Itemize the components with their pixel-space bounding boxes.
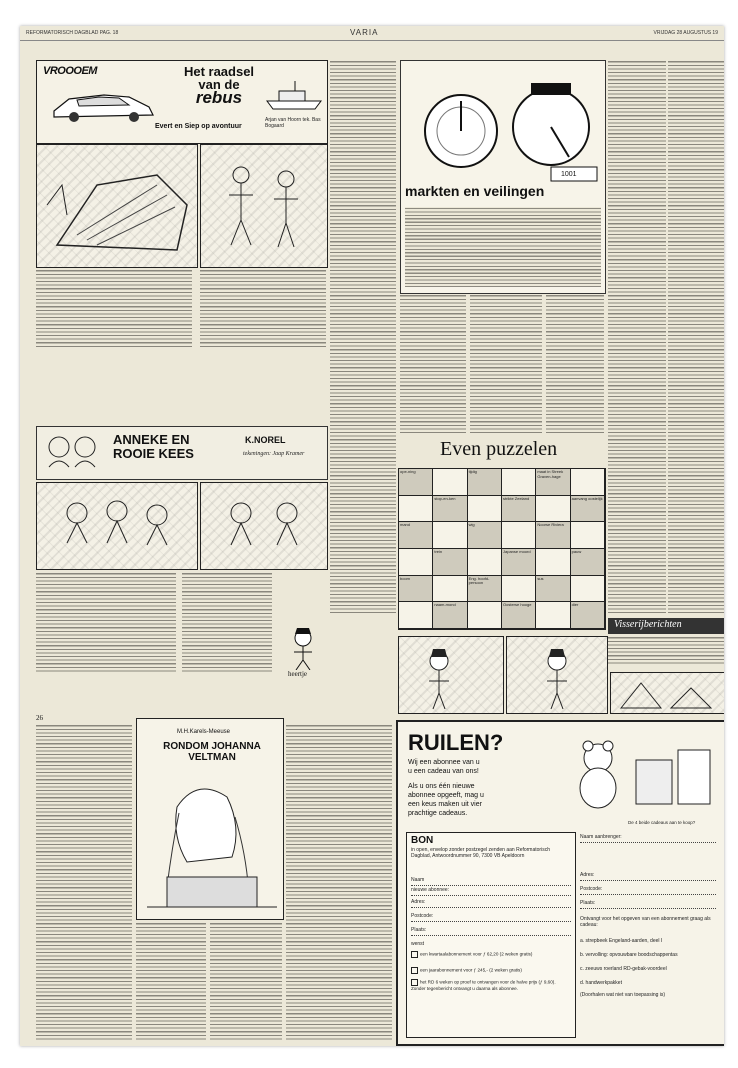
annie-header <box>36 426 328 480</box>
book-title-line1: RONDOM JOHANNA <box>163 741 261 752</box>
figures-drawing <box>201 145 327 267</box>
right-field-postcode[interactable] <box>580 886 716 895</box>
option-1-checkbox[interactable] <box>411 951 418 958</box>
rebus-subtitle: Evert en Siep op avontuur <box>155 123 242 130</box>
puzzle-cell[interactable] <box>468 602 502 629</box>
page-header <box>20 26 724 41</box>
rebus-title-line3: rebus <box>195 88 243 107</box>
girl-reading-drawing <box>137 767 283 917</box>
book-title <box>155 741 269 763</box>
strip-panel-2 <box>506 636 608 714</box>
children-drawing-2 <box>201 483 327 569</box>
visserij-text <box>608 636 724 666</box>
rebus-text-col-2 <box>200 269 326 349</box>
strip-panel-3 <box>610 672 724 714</box>
option-1-label: een kwartaalabonnement voor ƒ 62,20 (2 weken gratis) <box>420 951 533 957</box>
puzzle-cell[interactable] <box>502 576 536 603</box>
puzzle-cell: pauw <box>571 549 605 576</box>
rebus-title-line1: Het raadsel <box>183 64 255 79</box>
puzzle-cell: strikte Zeeland <box>502 496 536 523</box>
field-address-label: Adres: <box>411 899 426 905</box>
ruilen-intro-line1: Wij een abonnee van u <box>408 759 480 766</box>
bon-title: BON <box>411 835 434 846</box>
puzzle-cell[interactable] <box>399 549 433 576</box>
puzzle-cell[interactable] <box>502 469 536 496</box>
story-text-col-2 <box>136 922 206 1042</box>
field-place[interactable] <box>411 927 571 936</box>
bon-form <box>406 832 576 1038</box>
annie-panel-1 <box>36 482 198 570</box>
puzzle-cell: Oosterse hooge <box>502 602 536 629</box>
right-header: VRIJDAG 28 AUGUSTUS 19 <box>653 30 718 36</box>
field-postcode[interactable] <box>411 913 571 922</box>
right-field-address-label: Adres: <box>580 872 595 878</box>
visserij-title: Visserijberichten <box>614 619 682 630</box>
rebus-title <box>159 64 279 107</box>
annie-title <box>113 433 194 461</box>
center-header: VARIA <box>350 28 379 37</box>
strip-figure-2 <box>507 637 607 713</box>
option-3[interactable] <box>411 979 571 992</box>
puzzle-cell: ope-ning <box>399 469 433 496</box>
rebus-panel-1 <box>36 144 198 268</box>
puzzle-cell: sus <box>536 576 570 603</box>
puzzle-cell[interactable] <box>433 522 467 549</box>
ruilen-line4: prachtige cadeaus. <box>408 810 468 817</box>
ruilen-intro-line2: u een cadeau van ons! <box>408 768 479 775</box>
gift-intro: Ontvangt voor het opgeven van een abonnement graag als cadeau: <box>580 916 711 928</box>
strip-number: 26 <box>36 714 43 722</box>
puzzle-cell[interactable] <box>536 602 570 629</box>
puzzle-cell[interactable] <box>433 576 467 603</box>
puzzle-cell: Eng. hoofd-persoon <box>468 576 502 603</box>
annie-panel-2 <box>200 482 328 570</box>
gifts-illustration <box>566 730 716 820</box>
puzzle-cell: tijdig <box>468 469 502 496</box>
left-header: REFORMATORISCH DAGBLAD PAG. 18 <box>26 30 119 36</box>
puzzle-cell[interactable] <box>468 549 502 576</box>
newspaper-page <box>20 26 724 1046</box>
puzzle-cell: stop-en-ken <box>433 496 467 523</box>
puzzle-grid <box>398 468 606 630</box>
puzzle-cell: naam-mond <box>433 602 467 629</box>
ruilen-intro <box>408 758 480 776</box>
book-cover <box>136 718 284 920</box>
story-text-col-3 <box>210 922 282 1042</box>
field-name-label: Naam <box>411 877 425 883</box>
option-1[interactable] <box>411 951 571 958</box>
puzzle-cell[interactable] <box>536 496 570 523</box>
markets-title: markten en veilingen <box>405 183 545 199</box>
story-text-col-1 <box>36 724 132 1042</box>
markets-intro-text <box>405 207 601 287</box>
field-postcode-label: Postcode: <box>411 913 434 919</box>
field-new[interactable] <box>411 887 571 896</box>
markets-gauge-label: 1001 <box>561 171 577 178</box>
puzzle-cell[interactable] <box>468 496 502 523</box>
puzzle-title: Even puzzelen <box>440 438 558 460</box>
rebus-panel-2 <box>200 144 328 268</box>
heertje-cartoon <box>276 626 330 682</box>
ruilen-line3: een keus maken uit vier <box>408 801 482 808</box>
ruilen-line2: abonnee opgeeft, mag u <box>408 792 484 799</box>
heertje-label: heertje <box>288 670 308 678</box>
puzzle-cell[interactable] <box>571 522 605 549</box>
puzzle-cell[interactable] <box>571 469 605 496</box>
ruilen-advert <box>396 720 724 1046</box>
strip-panel-1 <box>398 636 504 714</box>
field-name[interactable] <box>411 877 571 886</box>
market-column-4 <box>546 294 604 434</box>
field-address[interactable] <box>411 899 571 908</box>
right-column-1 <box>608 60 666 615</box>
option-3-checkbox[interactable] <box>411 979 418 986</box>
man-cartoon-drawing <box>276 626 330 670</box>
puzzle-cell: dier <box>571 602 605 629</box>
market-column-1 <box>330 60 396 615</box>
annie-title-line2: ROOIE KEES <box>113 446 194 461</box>
puzzle-cell: Noorse Riviera <box>536 522 570 549</box>
option-2-label: een jaarabonnement voor ƒ 245,- (2 weken gratis) <box>420 967 522 973</box>
puzzle-cell[interactable] <box>399 602 433 629</box>
annie-text-col-1 <box>36 572 176 672</box>
car-illustration <box>49 83 159 123</box>
rebus-credits: Arjan van Hoorn tek. Bas Bogaard <box>265 117 321 129</box>
strip-figure-3 <box>611 673 724 713</box>
markets-header-image <box>400 60 606 294</box>
boat-illustration <box>265 79 325 113</box>
book-title-line2: VELTMAN <box>188 752 236 763</box>
girls-illustration <box>39 427 109 479</box>
rebus-title-line2: van de <box>198 77 240 92</box>
bon-right <box>580 832 718 1036</box>
option-3-label: het RD 6 weken op proef te ontvangen voor de halve prijs (ƒ 9,60). Zonder tegenbericht ontvangt u daarna als abonnee. <box>411 979 556 991</box>
puzzle-cell[interactable] <box>536 549 570 576</box>
right-field-name[interactable] <box>580 834 716 843</box>
puzzle-cell: Japanse moord <box>502 549 536 576</box>
puzzle-cell[interactable] <box>571 576 605 603</box>
market-column-3 <box>470 294 542 434</box>
gift-b[interactable]: b. vervolling: opvouwbare boodschappentas <box>580 952 678 958</box>
right-field-address[interactable] <box>580 872 716 881</box>
gift-photo-caption: De 4 beide cadeaus aan te koop? <box>628 820 696 825</box>
right-field-postcode-label: Postcode: <box>580 886 603 892</box>
visserij-banner <box>608 618 724 634</box>
story-text-col-4 <box>286 724 392 1042</box>
gift-c[interactable]: c. zeeuws roerland RD-gebak-voordeel <box>580 966 667 972</box>
puzzle-cell: boom <box>399 576 433 603</box>
puzzle-cell[interactable] <box>433 469 467 496</box>
puzzle-cell: trein <box>433 549 467 576</box>
strip-figure-1 <box>399 637 503 713</box>
puzzle-cell: aanvang oostelijk <box>571 496 605 523</box>
gift-a[interactable]: a. strepbeek Engeland-aarden, deel I <box>580 938 663 944</box>
annie-author: K.NOREL <box>245 435 286 445</box>
field-place-label: Plaats: <box>411 927 427 933</box>
puzzle-cell: maat in Streek Graven-hage <box>536 469 570 496</box>
wenst-label: wenst <box>411 941 425 947</box>
bon-text: in open, envelop zonder postzegel zenden aan Reformatorisch Dagblad, Antwoordnummer 90, 7300 VB Apeldoorn <box>411 847 550 859</box>
rebus-banner <box>36 60 328 144</box>
puzzle-cell[interactable] <box>502 522 536 549</box>
puzzle-cell: mand <box>399 522 433 549</box>
rebus-logo: VROOOEM <box>43 65 97 77</box>
wreck-drawing <box>37 145 197 267</box>
annie-title-line1: ANNEKE EN <box>113 432 190 447</box>
annie-illustrator: tekeningen: Jaap Kramer <box>243 451 305 457</box>
right-field-place-label: Plaats: <box>580 900 596 906</box>
option-2[interactable] <box>411 967 571 974</box>
children-drawing <box>37 483 197 569</box>
rebus-text-col-1 <box>36 269 192 349</box>
annie-text-col-2 <box>182 572 272 672</box>
gift-note: (Doorhalen wat niet van toepassing is) <box>580 992 666 998</box>
ruilen-title: RUILEN? <box>408 730 504 755</box>
right-field-place[interactable] <box>580 900 716 909</box>
gift-d[interactable]: d. handwerkpakket <box>580 980 622 986</box>
ruilen-line1: Als u ons één nieuwe <box>408 783 475 790</box>
right-field-name-label: Naam aanbrenger: <box>580 834 622 840</box>
book-author: M.H.Karels-Meeuse <box>177 729 231 735</box>
right-column-2 <box>668 60 724 615</box>
puzzle-cell[interactable] <box>399 496 433 523</box>
field-new-label: nieuwe abonnee: <box>411 887 450 893</box>
gauges-illustration <box>401 61 605 231</box>
ruilen-body <box>408 782 484 818</box>
puzzle-cell: wig <box>468 522 502 549</box>
option-2-checkbox[interactable] <box>411 967 418 974</box>
market-column-2 <box>400 294 466 434</box>
